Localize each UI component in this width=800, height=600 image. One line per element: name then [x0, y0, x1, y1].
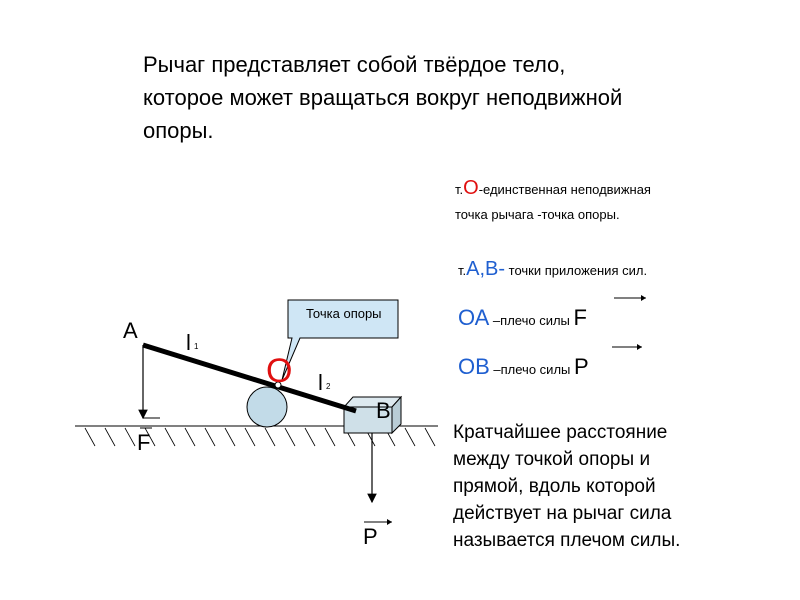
arm2-subscript: 2: [326, 382, 331, 391]
force-f-label: F: [137, 430, 151, 455]
note-prefix: т.: [458, 263, 467, 278]
arm-p-vector-arrow: [637, 344, 642, 350]
definition-line: прямой, вдоль которой: [453, 476, 656, 497]
force-p-vector-arrow: [387, 519, 392, 525]
note-prefix: т.: [455, 182, 464, 197]
note-points-letters: А,В-: [466, 258, 506, 280]
point-b-label: B: [376, 398, 391, 423]
arm-f-force-letter: F: [573, 305, 587, 330]
arm1-subscript: 1: [194, 342, 199, 351]
title-line: опоры.: [143, 118, 214, 143]
definition-line: между точкой опоры и: [453, 449, 651, 470]
definition-line: называется плечом силы.: [453, 530, 681, 551]
arm-f-vector-arrow: [641, 295, 646, 301]
arm-p-label: ОВ: [458, 354, 490, 379]
load-block: [344, 397, 401, 433]
title-line: Рычаг представляет собой твёрдое тело,: [143, 52, 566, 77]
note-text: -единственная неподвижная: [478, 182, 651, 197]
arm-p-force-letter: P: [573, 354, 589, 379]
arm-p-text: –плечо силы: [489, 362, 574, 377]
force-p-label: P: [363, 524, 378, 549]
fulcrum-ball: [247, 387, 287, 427]
arm-f-text: –плечо силы: [489, 313, 574, 328]
arm1-label: l: [186, 330, 191, 355]
arm2-label: l: [318, 370, 323, 395]
note-text: точки приложения сил.: [505, 263, 648, 278]
point-o-label: О: [266, 352, 293, 390]
callout-text: Точка опоры: [306, 306, 382, 321]
note-point-o-line2: точка рычага -точка опоры.: [455, 207, 620, 222]
title-line: которое может вращаться вокруг неподвижной: [143, 85, 623, 110]
arm-f-label: ОА: [458, 305, 490, 330]
definition-line: Кратчайшее расстояние: [453, 422, 668, 443]
point-a-label: А: [123, 318, 138, 343]
definition-line: действует на рычаг сила: [453, 503, 672, 524]
note-point-o-letter: О: [463, 177, 479, 199]
